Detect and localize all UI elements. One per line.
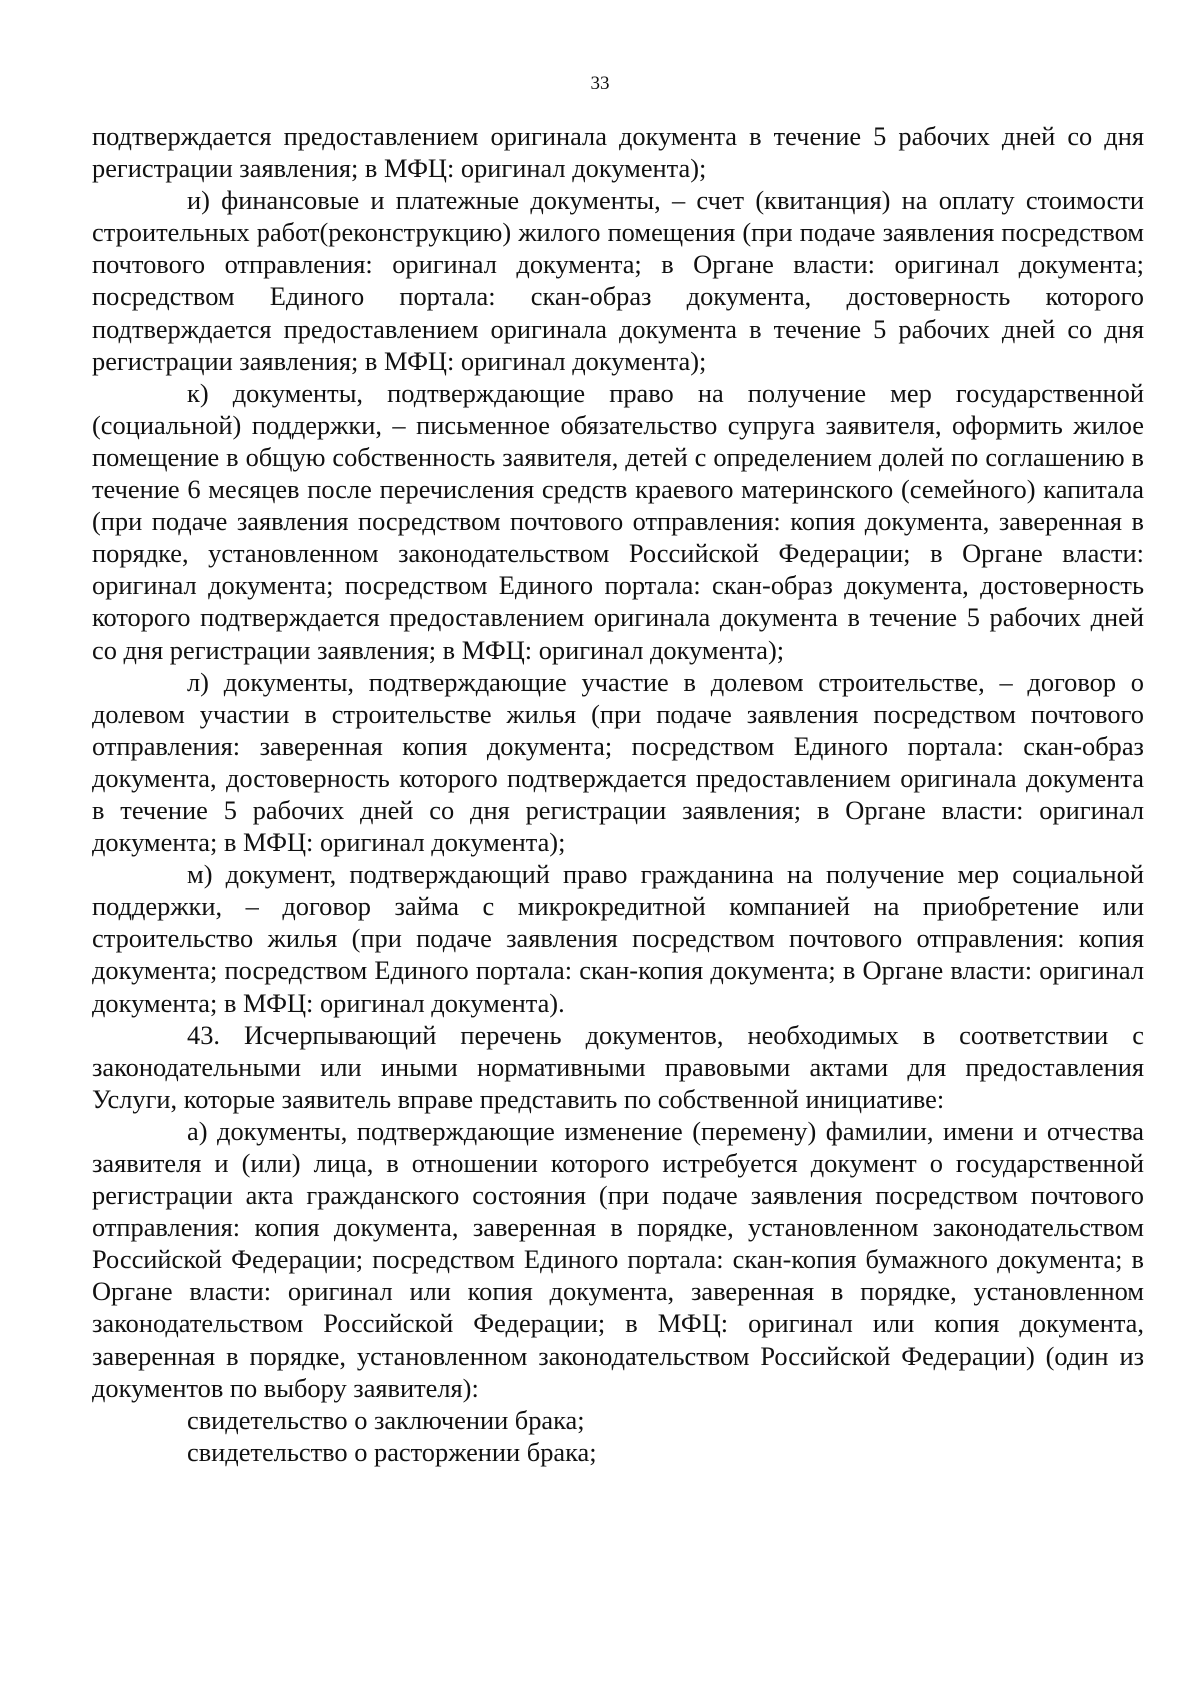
page-number: 33	[590, 73, 610, 94]
paragraph-item-a: а) документы, подтверждающие изменение (перемену) фамилии, имени и отчества заявителя и (или) лица, в отношении которого истребуется документ о государственной регистрации акта гражданского состояния (при подаче заявления посредством почтового отправления: копия документа, заверенная в порядке, установленном законодательством Российской Федерации; посредством Единого портала: скан-копия бумажного документа; в Органе власти: оригинал или копия документа, заверенная в порядке, установленном законодательством Российской Федерации; в МФЦ: оригинал или копия документа, заверенная в порядке, установленном законодательством Российской Федерации) (один из документов по выбору заявителя):	[92, 1115, 1144, 1403]
list-item-marriage-certificate: свидетельство о заключении брака;	[187, 1404, 585, 1435]
paragraph-item-m: м) документ, подтверждающий право гражданина на получение мер социальной поддержки, – договор займа с микрокредитной компанией на приобретение или строительство жилья (при подаче заявления посредством почтового отправления: копия документа; посредством Единого портала: скан-копия документа; в Органе власти: оригинал документа; в МФЦ: оригинал документа).	[92, 859, 1144, 1018]
paragraph-continuation: подтверждается предоставлением оригинала документа в течение 5 рабочих дней со дня регистрации заявления; в МФЦ: оригинал документа);	[92, 121, 1144, 184]
document-body	[92, 120, 1144, 1468]
paragraph-item-k: к) документы, подтверждающие право на получение мер государственной (социальной) поддержки, – письменное обязательство супруга заявителя, оформить жилое помещение в общую собственность заявителя, детей с определением долей по соглашению в течение 6 месяцев после перечисления средств краевого материнского (семейного) капитала (при подаче заявления посредством почтового отправления: копия документа, заверенная в порядке, установленном законодательством Российской Федерации; в Органе власти: оригинал документа; посредством Единого портала: скан-образ документа, достоверность которого подтверждается предоставлением оригинала документа в течение 5 рабочих дней со дня регистрации заявления; в МФЦ: оригинал документа);	[92, 377, 1144, 665]
paragraph-clause-43: 43. Исчерпывающий перечень документов, необходимых в соответствии с законодательными или иными нормативными правовыми актами для предоставления Услуги, которые заявитель вправе представить по собственной инициативе:	[92, 1019, 1144, 1114]
paragraph-item-i: и) финансовые и платежные документы, – счет (квитанция) на оплату стоимости строительных работ(реконструкцию) жилого помещения (при подаче заявления посредством почтового отправления: оригинал документа; в Органе власти: оригинал документа; посредством Единого портала: скан-образ документа, достоверность которого подтверждается предоставлением оригинала документа в течение 5 рабочих дней со дня регистрации заявления; в МФЦ: оригинал документа);	[92, 185, 1144, 376]
paragraph-item-l: л) документы, подтверждающие участие в долевом строительстве, – договор о долевом участии в строительстве жилья (при подаче заявления посредством почтового отправления: заверенная копия документа; посредством Единого портала: скан-образ документа, достоверность которого подтверждается предоставлением оригинала документа в течение 5 рабочих дней со дня регистрации заявления; в Органе власти: оригинал документа; в МФЦ: оригинал документа);	[92, 666, 1144, 858]
list-item-divorce-certificate: свидетельство о расторжении брака;	[187, 1436, 597, 1467]
